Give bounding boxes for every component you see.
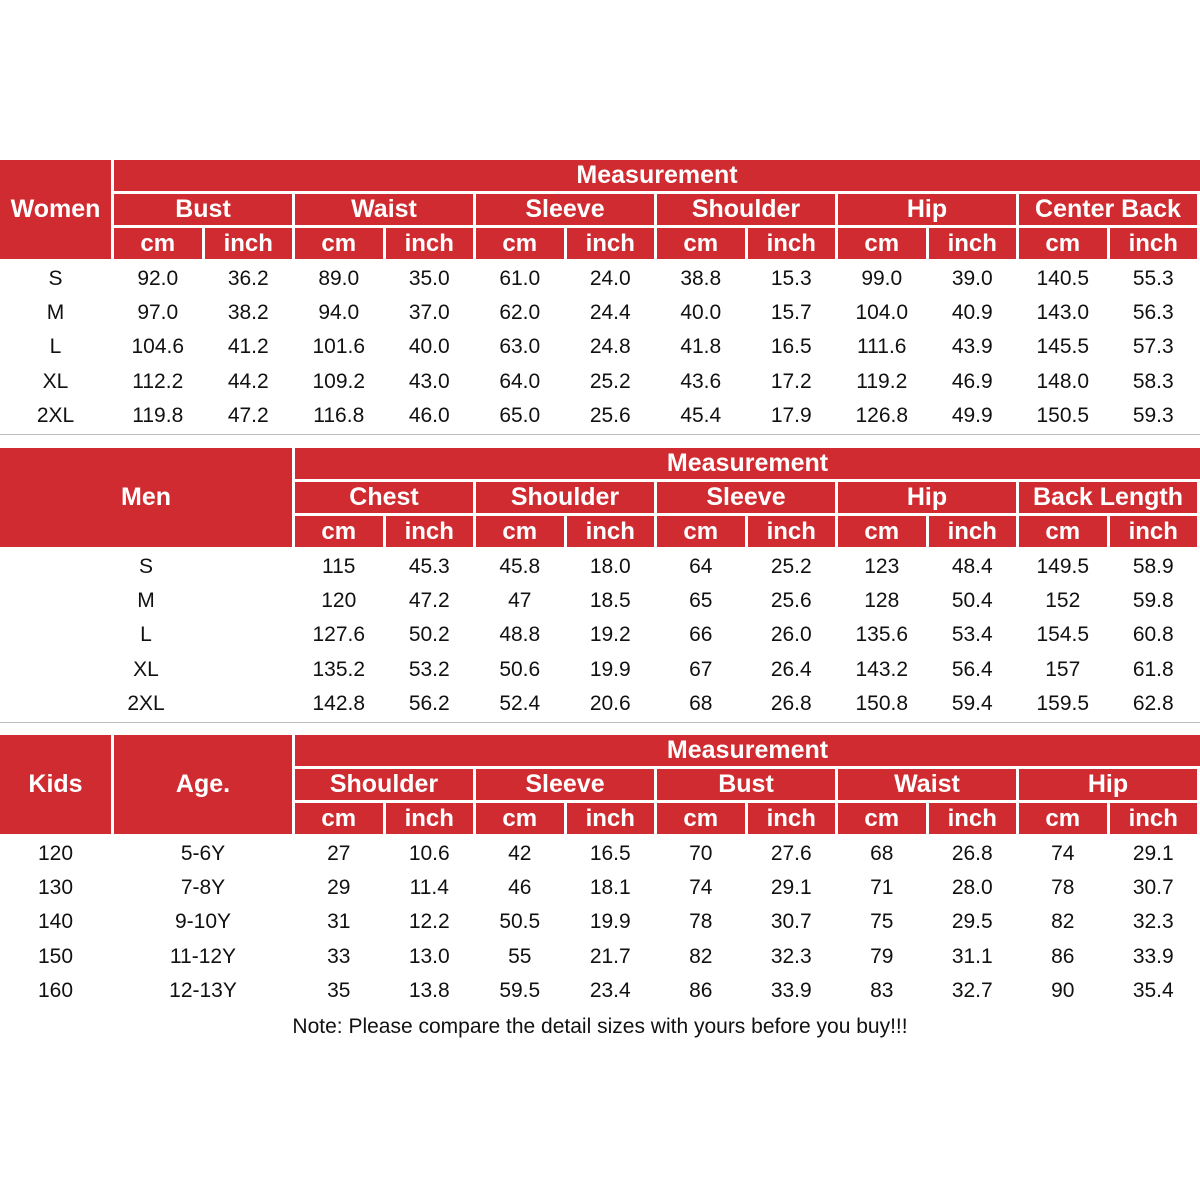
women-row-value: 145.5 [1036,335,1090,359]
kids-row-value: 11.4 [409,876,449,900]
men-unit-cm: cm [295,516,383,547]
kids-unit-inch: inch [1110,803,1198,834]
men-row-size: S [138,555,153,579]
women-size-chart [0,160,1200,435]
women-group-hip: Hip [838,194,1016,225]
women-row-value: 94.0 [318,301,360,325]
men-row-value: 26.0 [770,623,812,647]
kids-row-value: 74 [1051,842,1075,866]
women-row-size: M [46,301,65,325]
men-row-value: 19.9 [589,657,631,681]
men-row-value: 128 [864,589,900,613]
kids-row-value: 13.0 [408,944,450,968]
women-row-value: 24.4 [589,301,631,325]
kids-row-value: 86 [689,978,713,1002]
kids-row-size: 150 [37,944,74,968]
kids-unit-cm: cm [295,803,383,834]
women-row-value: 43.9 [951,335,993,359]
kids-row-value: 32.3 [1132,910,1174,934]
women-row-value: 43.0 [408,369,450,393]
kids-row-value: 31.1 [951,944,993,968]
men-row-value: 50.4 [951,589,993,613]
women-row-value: 55.3 [1132,267,1174,291]
women-row-value: 46.9 [951,369,993,393]
women-row-value: 46.0 [408,403,450,427]
women-row-value: 119.2 [856,369,908,393]
kids-row-value: 23.4 [589,978,631,1002]
men-row-value: 142.8 [312,691,366,715]
women-row-value: 57.3 [1132,335,1174,359]
kids-age-header: Age. [114,735,292,834]
kids-group-waist: Waist [838,769,1016,800]
kids-row-value: 21.7 [589,944,631,968]
men-row-value: 65 [689,589,713,613]
men-row-value: 47 [508,589,532,613]
kids-row-value: 19.9 [589,910,631,934]
kids-row-value: 82 [689,944,713,968]
men-row-value: 50.2 [408,623,450,647]
men-unit-inch: inch [748,516,836,547]
kids-row-value: 29.5 [951,910,993,934]
women-row-value: 143.0 [1036,301,1090,325]
women-row-value: 126.8 [855,403,909,427]
kids-group-hip: Hip [1019,769,1197,800]
men-row-size: XL [133,657,159,681]
men-row-value: 58.9 [1132,555,1174,579]
kids-size-chart [0,735,1200,1009]
kids-row-value: 27 [327,842,351,866]
women-row-value: 17.9 [770,403,812,427]
men-row-value: 26.4 [770,657,812,681]
women-row-value: 43.6 [680,369,722,393]
women-row-size: 2XL [36,403,75,427]
kids-row-value: 90 [1051,978,1075,1002]
men-row-value: 66 [689,623,713,647]
women-unit-cm: cm [476,228,564,259]
women-row-value: 92.0 [137,267,179,291]
women-row-value: 65.0 [499,403,541,427]
women-row-value: 148.0 [1036,369,1090,393]
men-row-size: M [137,589,155,613]
kids-size-header: Kids [0,735,111,834]
men-group-shoulder: Shoulder [476,482,654,513]
kids-unit-cm: cm [838,803,926,834]
women-row-value: 24.8 [589,335,631,359]
women-row-value: 56.3 [1132,301,1174,325]
men-unit-inch: inch [386,516,474,547]
kids-row-value: 78 [689,910,713,934]
kids-row-value: 86 [1051,944,1075,968]
women-unit-cm: cm [838,228,926,259]
men-row-size: 2XL [127,691,165,715]
women-row-value: 37.0 [408,301,450,325]
women-group-shoulder: Shoulder [657,194,835,225]
kids-row-size: 130 [37,876,74,900]
women-row-value: 38.8 [680,267,722,291]
kids-row-value: 32.7 [951,978,993,1002]
men-unit-cm: cm [476,516,564,547]
women-row-value: 47.2 [227,403,269,427]
women-row-value: 89.0 [318,267,360,291]
kids-row-value: 29 [327,876,351,900]
kids-row-value: 28.0 [951,876,993,900]
kids-row-size: 160 [37,978,74,1002]
men-row-value: 48.8 [499,623,541,647]
women-row-value: 101.6 [312,335,366,359]
men-row-value: 115 [322,555,356,579]
kids-row-value: 29.1 [1132,842,1174,866]
men-row-value: 68 [689,691,713,715]
women-row-value: 150.5 [1036,403,1090,427]
men-row-value: 61.8 [1132,657,1174,681]
kids-group-shoulder: Shoulder [295,769,473,800]
women-row-value: 64.0 [499,369,541,393]
men-row-value: 120 [321,589,357,613]
men-group-hip: Hip [838,482,1016,513]
men-row-value: 56.2 [408,691,450,715]
kids-row-value: 55 [508,944,532,968]
kids-row-value: 27.6 [770,842,812,866]
women-row-value: 63.0 [499,335,541,359]
women-row-value: 15.7 [770,301,812,325]
kids-row-value: 31 [327,910,351,934]
kids-unit-cm: cm [1019,803,1107,834]
men-size-chart [0,448,1200,723]
kids-group-sleeve: Sleeve [476,769,654,800]
women-row-value: 62.0 [499,301,541,325]
kids-row-age: 12-13Y [169,978,237,1002]
men-unit-cm: cm [838,516,926,547]
women-unit-inch: inch [205,228,293,259]
men-row-value: 50.6 [499,657,541,681]
kids-row-value: 30.7 [1132,876,1174,900]
women-row-value: 41.2 [227,335,269,359]
men-row-value: 127.6 [312,623,366,647]
kids-unit-inch: inch [567,803,655,834]
men-size-header: Men [0,448,292,547]
men-row-value: 159.5 [1036,691,1090,715]
kids-row-value: 79 [870,944,894,968]
men-row-value: 154.5 [1036,623,1090,647]
kids-unit-cm: cm [657,803,745,834]
kids-row-value: 30.7 [770,910,812,934]
women-row-value: 59.3 [1132,403,1174,427]
kids-row-age: 5-6Y [180,842,226,866]
men-row-value: 25.2 [770,555,812,579]
women-row-value: 58.3 [1132,369,1174,393]
kids-row-value: 35 [327,978,351,1002]
kids-row-value: 46 [508,876,532,900]
men-row-value: 59.4 [951,691,993,715]
men-row-value: 45.8 [499,555,541,579]
men-row-value: 64 [689,555,713,579]
kids-row-value: 16.5 [589,842,631,866]
women-unit-cm: cm [114,228,202,259]
women-measurement-header: Measurement [114,160,1200,191]
men-row-size: L [140,623,152,647]
men-row-value: 149.5 [1036,555,1090,579]
kids-row-value: 29.1 [770,876,812,900]
women-unit-inch: inch [1110,228,1198,259]
kids-unit-inch: inch [748,803,836,834]
women-unit-cm: cm [1019,228,1107,259]
men-row-value: 48.4 [951,555,993,579]
kids-row-value: 75 [870,910,894,934]
women-unit-inch: inch [929,228,1017,259]
women-row-size: L [49,335,62,359]
kids-measurement-header: Measurement [295,735,1200,766]
men-group-chest: Chest [295,482,473,513]
men-row-value: 45.3 [408,555,450,579]
men-unit-inch: inch [1110,516,1198,547]
women-row-value: 111.6 [857,335,907,359]
kids-row-value: 26.8 [951,842,993,866]
men-row-value: 152 [1045,589,1081,613]
men-row-value: 150.8 [855,691,909,715]
women-row-value: 97.0 [137,301,179,325]
women-unit-inch: inch [567,228,655,259]
women-row-value: 40.0 [408,335,450,359]
men-row-value: 59.8 [1132,589,1174,613]
women-row-value: 61.0 [499,267,541,291]
men-row-value: 25.6 [770,589,812,613]
kids-row-value: 10.6 [408,842,450,866]
women-size-header: Women [0,160,111,259]
men-row-value: 18.5 [589,589,631,613]
kids-group-bust: Bust [657,769,835,800]
men-row-value: 157 [1045,657,1081,681]
women-row-value: 17.2 [770,369,812,393]
men-row-value: 135.6 [855,623,909,647]
women-row-value: 41.8 [680,335,722,359]
women-row-size: XL [42,369,69,393]
kids-row-value: 33.9 [770,978,812,1002]
men-row-value: 67 [689,657,713,681]
women-group-sleeve: Sleeve [476,194,654,225]
women-unit-cm: cm [295,228,383,259]
kids-row-value: 13.8 [408,978,450,1002]
men-row-value: 47.2 [408,589,450,613]
kids-row-value: 35.4 [1132,978,1174,1002]
women-row-value: 44.2 [227,369,269,393]
women-row-value: 25.2 [589,369,631,393]
women-row-value: 49.9 [951,403,993,427]
women-group-center-back: Center Back [1019,194,1197,225]
kids-row-value: 42 [508,842,532,866]
men-row-value: 53.2 [408,657,450,681]
men-unit-cm: cm [657,516,745,547]
women-group-waist: Waist [295,194,473,225]
men-unit-inch: inch [929,516,1017,547]
men-row-value: 19.2 [589,623,631,647]
women-row-value: 109.2 [312,369,366,393]
men-row-value: 123 [864,555,900,579]
kids-unit-cm: cm [476,803,564,834]
men-row-value: 56.4 [951,657,993,681]
women-unit-inch: inch [748,228,836,259]
men-measurement-header: Measurement [295,448,1200,479]
kids-row-value: 18.1 [589,876,631,900]
women-row-value: 104.6 [131,335,185,359]
men-row-value: 143.2 [855,657,909,681]
kids-row-value: 12.2 [408,910,450,934]
kids-row-value: 32.3 [770,944,812,968]
kids-row-value: 50.5 [499,910,541,934]
women-unit-inch: inch [386,228,474,259]
men-row-value: 18.0 [589,555,631,579]
men-row-value: 60.8 [1132,623,1174,647]
women-row-value: 16.5 [770,335,812,359]
kids-row-age: 9-10Y [174,910,232,934]
women-row-value: 140.5 [1036,267,1090,291]
kids-row-value: 68 [870,842,894,866]
women-row-value: 36.2 [227,267,269,291]
men-row-value: 62.8 [1132,691,1174,715]
kids-row-size: 120 [37,842,74,866]
kids-row-value: 83 [870,978,894,1002]
men-row-value: 53.4 [951,623,993,647]
kids-row-value: 82 [1051,910,1075,934]
kids-unit-inch: inch [386,803,474,834]
women-row-value: 104.0 [855,301,909,325]
kids-unit-inch: inch [929,803,1017,834]
women-row-value: 39.0 [951,267,993,291]
women-group-bust: Bust [114,194,292,225]
kids-row-value: 70 [689,842,713,866]
women-row-value: 38.2 [227,301,269,325]
women-row-value: 45.4 [680,403,722,427]
kids-row-size: 140 [37,910,74,934]
women-row-size: S [48,267,63,291]
women-row-value: 24.0 [589,267,631,291]
women-row-value: 119.8 [132,403,184,427]
women-row-value: 112.2 [132,369,184,393]
men-unit-cm: cm [1019,516,1107,547]
women-unit-cm: cm [657,228,745,259]
kids-row-value: 33 [327,944,351,968]
men-row-value: 135.2 [312,657,366,681]
kids-row-value: 78 [1051,876,1075,900]
kids-row-value: 59.5 [499,978,541,1002]
men-unit-inch: inch [567,516,655,547]
women-row-value: 35.0 [408,267,450,291]
women-row-value: 99.0 [861,267,903,291]
kids-row-age: 7-8Y [180,876,226,900]
men-group-sleeve: Sleeve [657,482,835,513]
women-row-value: 40.0 [680,301,722,325]
men-row-value: 52.4 [499,691,541,715]
women-row-value: 25.6 [589,403,631,427]
men-row-value: 20.6 [589,691,631,715]
women-row-value: 116.8 [313,403,365,427]
kids-row-value: 33.9 [1132,944,1174,968]
size-note: Note: Please compare the detail sizes with yours before you buy!!! [292,1015,908,1038]
men-group-back-length: Back Length [1019,482,1197,513]
men-row-value: 26.8 [770,691,812,715]
women-row-value: 15.3 [770,267,812,291]
women-row-value: 40.9 [951,301,993,325]
kids-row-value: 71 [870,876,894,900]
kids-row-value: 74 [689,876,713,900]
kids-row-age: 11-12Y [169,944,237,968]
